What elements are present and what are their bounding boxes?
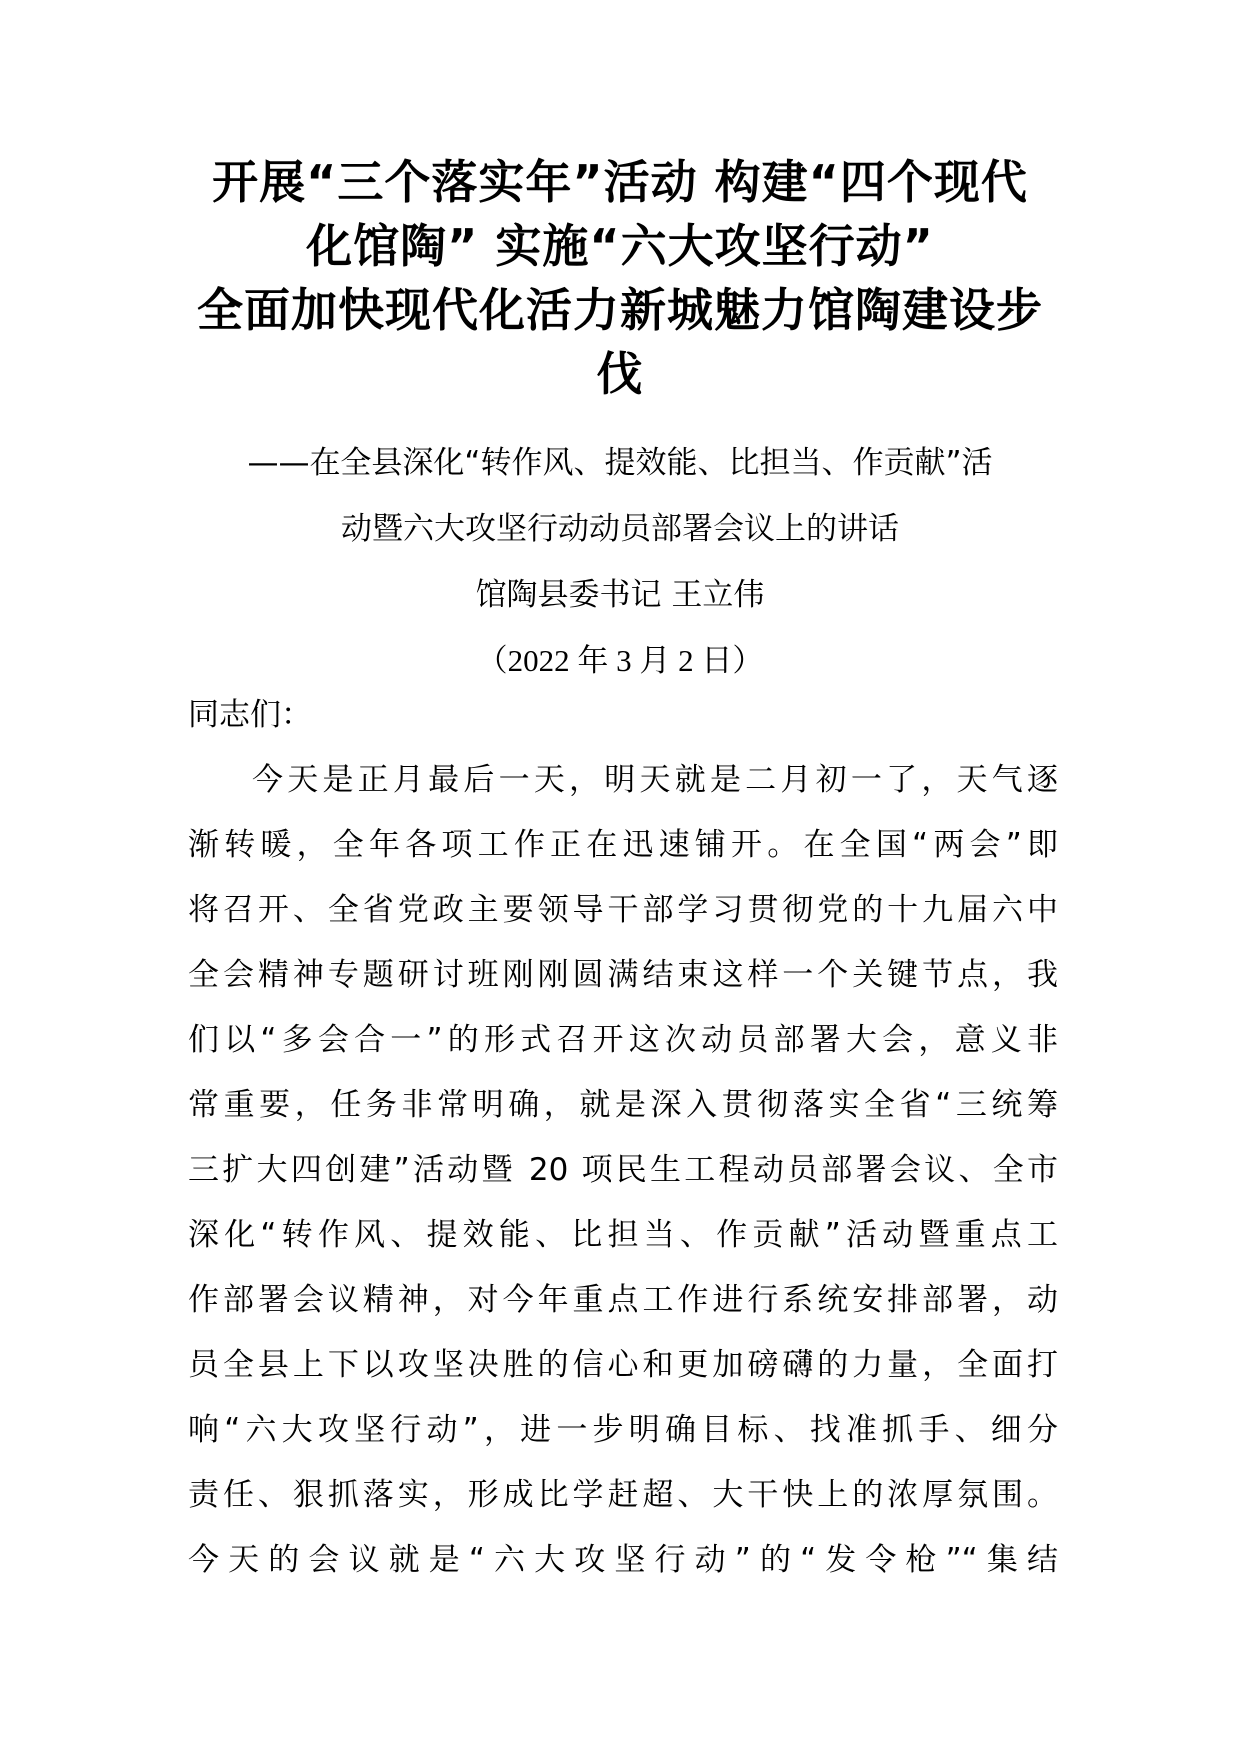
body-line-1: 今天是正月最后一天，明天就是二月初一了，天气逐: [252, 762, 1058, 798]
title-line-2: 化馆陶” 实施“六大攻坚行动”: [306, 219, 934, 273]
body-line-5: 们以“多会合一”的形式召开这次动员部署大会，意义非: [188, 1022, 1058, 1058]
subtitle-line-2: 动暨六大攻坚行动动员部署会议上的讲话: [341, 511, 899, 547]
body-line-2: 渐转暖，全年各项工作正在迅速铺开。在全国“两会”即: [188, 827, 1058, 863]
subtitle-line-1: ——在全县深化“转作风、提效能、比担当、作贡献”活: [247, 445, 993, 481]
body-line-6: 常重要，任务非常明确，就是深入贯彻落实全省“三统筹: [188, 1087, 1058, 1123]
speaker-line: 馆陶县委书记 王立伟: [475, 577, 765, 613]
document-subtitle: [180, 430, 1060, 694]
body-line-3: 将召开、全省党政主要领导干部学习贯彻党的十九届六中: [188, 892, 1058, 928]
title-line-3: 全面加快现代化活力新城魅力馆陶建设步: [197, 283, 1043, 337]
date-line: （2022 年 3 月 2 日）: [476, 643, 764, 678]
body-line-9: 作部署会议精神，对今年重点工作进行系统安排部署，动: [188, 1282, 1058, 1318]
body-line-7: 三扩大四创建”活动暨 20 项民生工程动员部署会议、全市: [188, 1152, 1058, 1188]
body-line-4: 全会精神专题研讨班刚刚圆满结束这样一个关键节点，我: [188, 957, 1058, 993]
body-line-8: 深化“转作风、提效能、比担当、作贡献”活动暨重点工: [188, 1217, 1058, 1253]
body-line-12: 责任、狠抓落实，形成比学赶超、大干快上的浓厚氛围。: [188, 1477, 1058, 1513]
body-line-13: 今天的会议就是“六大攻坚行动”的“发令枪”“集结: [188, 1542, 1058, 1578]
title-line-4: 伐: [596, 347, 644, 401]
salutation: 同志们：: [188, 697, 312, 733]
body-line-11: 响“六大攻坚行动”，进一步明确目标、找准抓手、细分: [188, 1412, 1058, 1448]
body-line-10: 员全县上下以攻坚决胜的信心和更加磅礴的力量，全面打: [188, 1347, 1058, 1383]
document-title: [160, 150, 1080, 406]
title-line-1: 开展“三个落实年”活动 构建“四个现代: [212, 155, 1028, 209]
speech-body: [188, 683, 1058, 1593]
